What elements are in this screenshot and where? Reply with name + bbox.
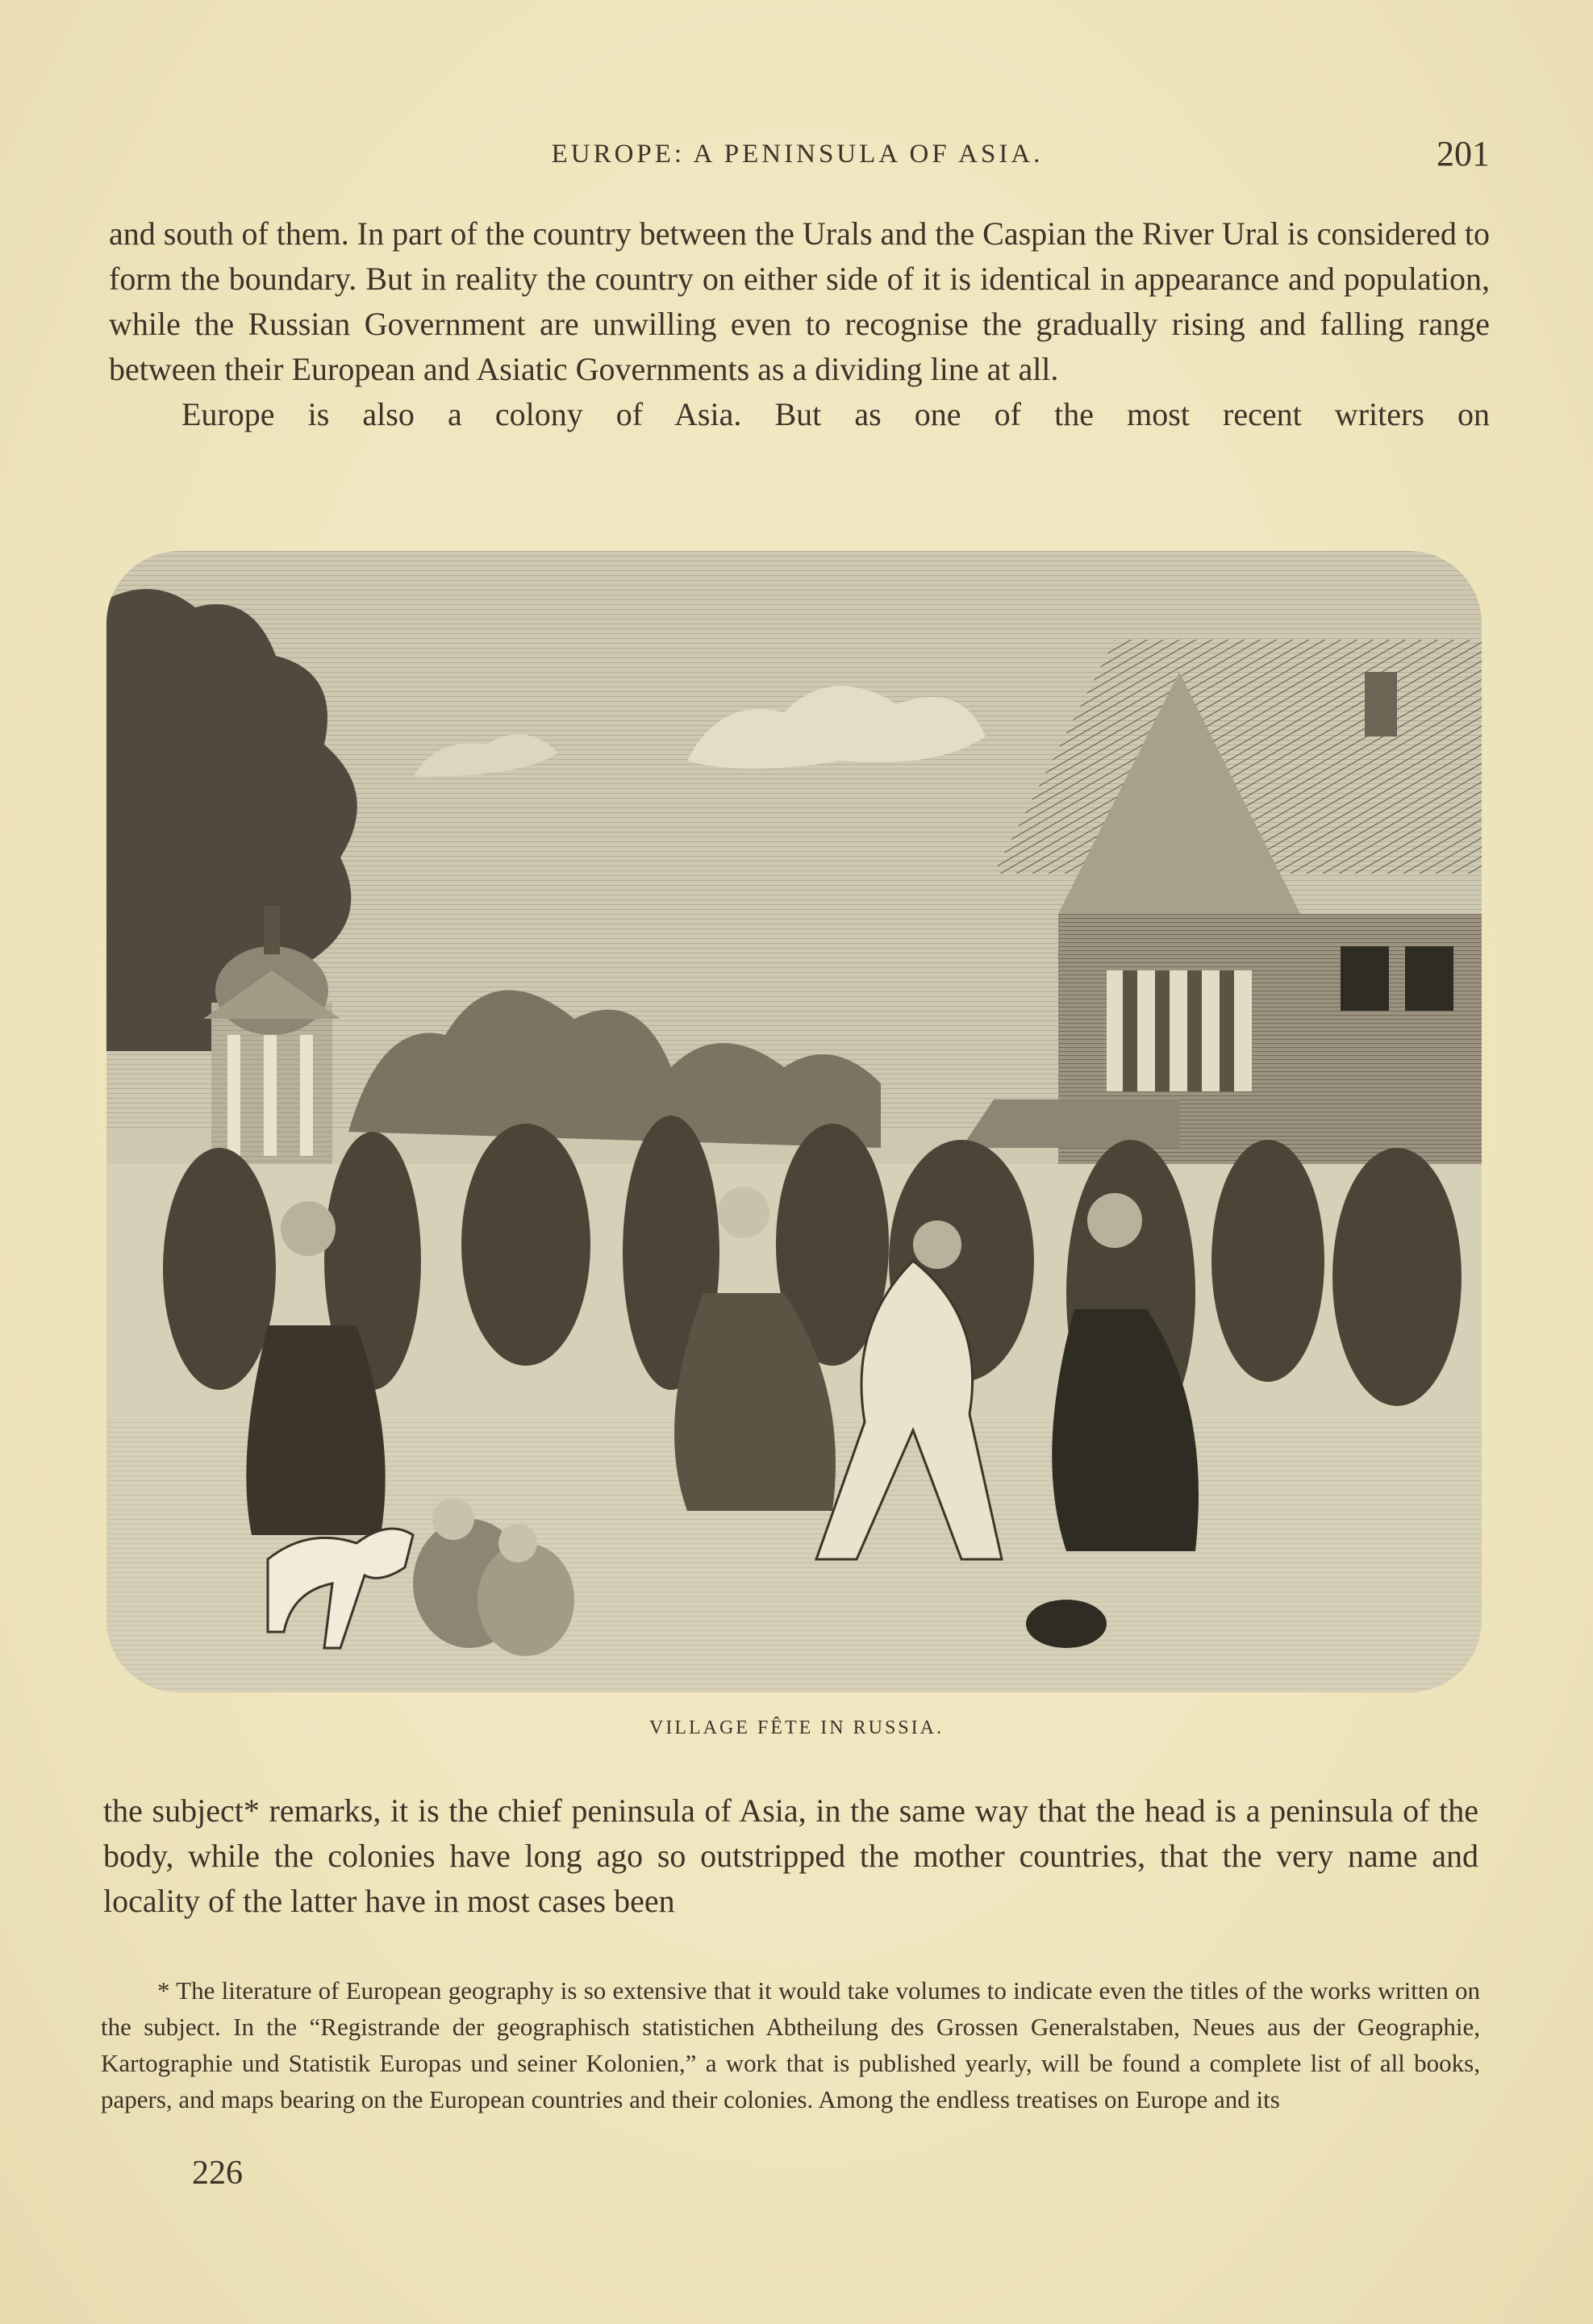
page-number: 201 [1437, 134, 1490, 173]
engraving-illustration [106, 551, 1482, 1692]
paragraph-2: Europe is also a colony of Asia. But as one of the most recent writers on [181, 396, 1490, 432]
figure-caption: VILLAGE FÊTE IN RUSSIA. [649, 1717, 944, 1738]
folio-number: 226 [192, 2155, 243, 2192]
running-title: EUROPE: A PENINSULA OF ASIA. [551, 140, 1044, 169]
paragraph-top [109, 211, 1490, 437]
hat-on-ground [1026, 1600, 1107, 1648]
footnote: * The literature of European geography is so extensive that it would take volumes to indicate even the titles of the works written on the subject. In the “Registrande der geographisch statistichen Abtheilung des Grossen Generalstaben, Neues aus der Geographie, Kartographie und Statistik Europas und seiner Kolonien,” a work that is published yearly, will be found a complete list of all books, papers, and maps bearing on the European countries and their colonies. Among the endless treatises on Europe and its [101, 1976, 1480, 2113]
running-head [105, 133, 1490, 181]
paragraph-1: and south of them. In part of the country between the Urals and the Caspian the River Ural is considered to form the boundary. But in reality the country on either side of it is identical in appearance and population, while the Russian Government are unwilling even to recognise the gradually rising and falling range between their European and Asiatic Governments as a dividing line at all. [109, 215, 1490, 387]
paragraph-3: the subject* remarks, it is the chief peninsula of Asia, in the same way that the head is a peninsula of the body, while the colonies have long ago so outstripped the mother countries, that the very name and locality of the latter have in most cases been [103, 1792, 1478, 1919]
